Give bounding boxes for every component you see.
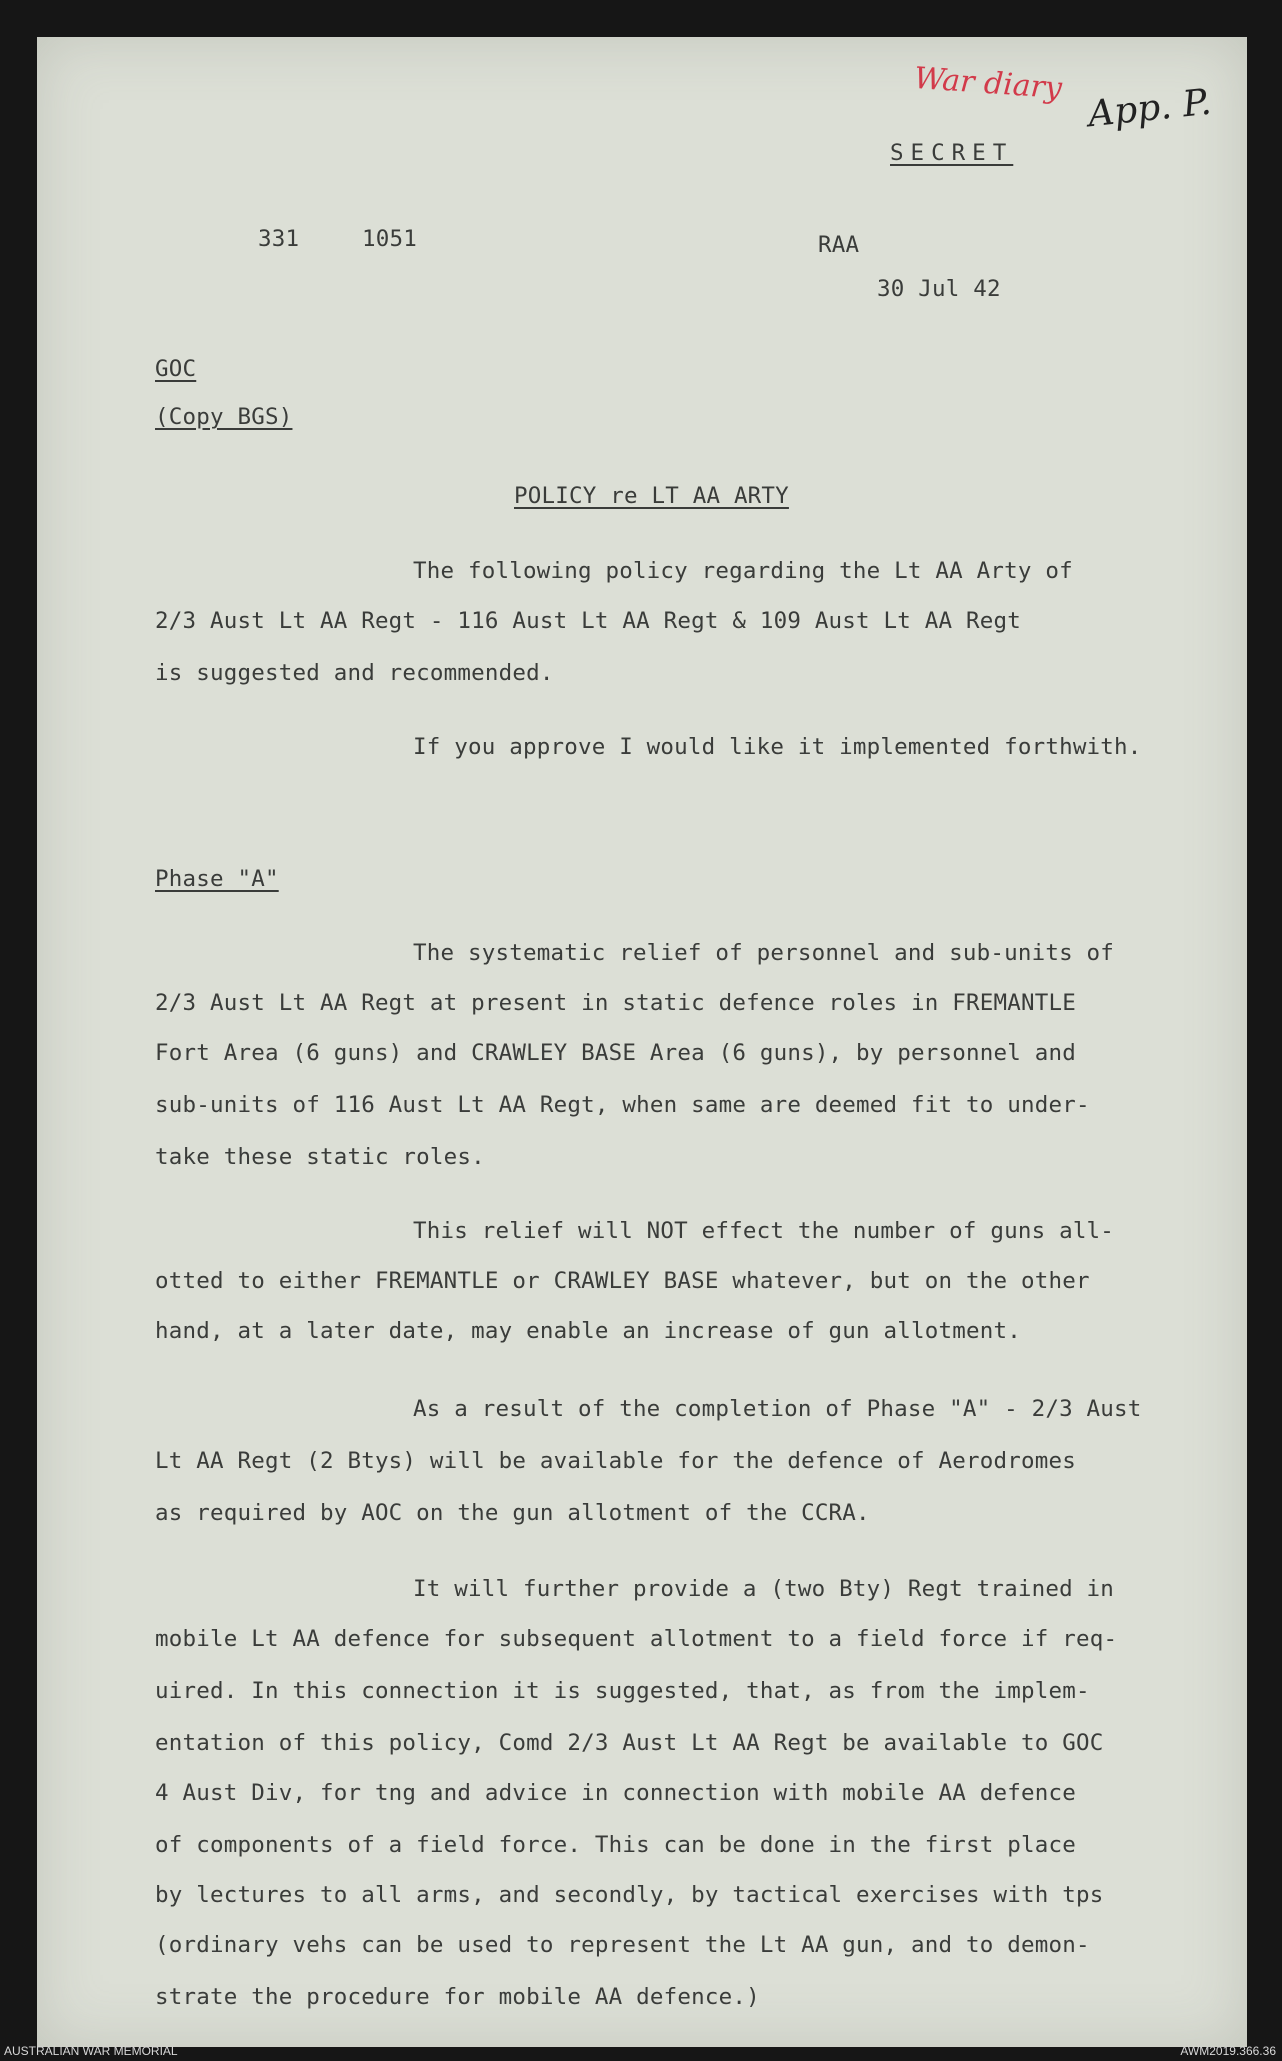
paragraph-line: As a result of the completion of Phase "A" - 2/3 Aust: [413, 1396, 1142, 1422]
classification-stamp: SECRET: [890, 140, 1014, 166]
paragraph-line: as required by AOC on the gun allotment of the CCRA.: [155, 1500, 870, 1526]
paragraph-line: otted to either FREMANTLE or CRAWLEY BASE whatever, but on the other: [155, 1268, 1090, 1294]
paragraph-line: uired. In this connection it is suggested, that, as from the implem-: [155, 1678, 1090, 1704]
paragraph-line: 2/3 Aust Lt AA Regt at present in static defence roles in FREMANTLE: [155, 990, 1076, 1016]
reference-number: 331: [258, 226, 300, 252]
archive-credit: AUSTRALIAN WAR MEMORIAL: [4, 2044, 178, 2058]
handwritten-war-diary-note: War diary: [912, 60, 1064, 107]
reference-time: 1051: [362, 226, 417, 252]
approval-line: If you approve I would like it implemented forthwith.: [413, 734, 1142, 760]
paragraph-line: This relief will NOT effect the number of guns all-: [413, 1218, 1115, 1244]
paragraph-line: by lectures to all arms, and secondly, by tactical exercises with tps: [155, 1882, 1104, 1908]
paragraph-line: The systematic relief of personnel and sub-units of: [413, 940, 1115, 966]
sender: RAA: [818, 232, 860, 258]
paragraph-line: Lt AA Regt (2 Btys) will be available for the defence of Aerodromes: [155, 1448, 1076, 1474]
intro-line: is suggested and recommended.: [155, 660, 554, 686]
archive-reference: AWM2019.366.36: [1180, 2044, 1276, 2058]
paragraph-line: Fort Area (6 guns) and CRAWLEY BASE Area (6 guns), by personnel and: [155, 1040, 1076, 1066]
copy-recipient: (Copy BGS): [155, 404, 293, 430]
paragraph-line: take these static roles.: [155, 1144, 485, 1170]
handwritten-appendix-note: App. P.: [1086, 81, 1214, 136]
phase-a-heading: Phase "A": [155, 866, 279, 892]
paragraph-line: hand, at a later date, may enable an increase of gun allotment.: [155, 1318, 1022, 1344]
document-title: POLICY re LT AA ARTY: [514, 483, 789, 509]
paragraph-line: mobile Lt AA defence for subsequent allotment to a field force if req-: [155, 1626, 1118, 1652]
paragraph-line: (ordinary vehs can be used to represent the Lt AA gun, and to demon-: [155, 1932, 1090, 1958]
paragraph-line: entation of this policy, Comd 2/3 Aust Lt AA Regt be available to GOC: [155, 1730, 1104, 1756]
paragraph-line: strate the procedure for mobile AA defence.): [155, 1984, 760, 2010]
paragraph-line: It will further provide a (two Bty) Regt trained in: [413, 1576, 1115, 1602]
document-date: 30 Jul 42: [877, 276, 1001, 302]
paragraph-line: 4 Aust Div, for tng and advice in connection with mobile AA defence: [155, 1780, 1076, 1806]
paragraph-line: sub-units of 116 Aust Lt AA Regt, when same are deemed fit to under-: [155, 1092, 1090, 1118]
addressee: GOC: [155, 356, 197, 382]
intro-line: 2/3 Aust Lt AA Regt - 116 Aust Lt AA Regt & 109 Aust Lt AA Regt: [155, 608, 1022, 634]
intro-line: The following policy regarding the Lt AA Arty of: [413, 558, 1073, 584]
paragraph-line: of components of a field force. This can be done in the first place: [155, 1832, 1076, 1858]
